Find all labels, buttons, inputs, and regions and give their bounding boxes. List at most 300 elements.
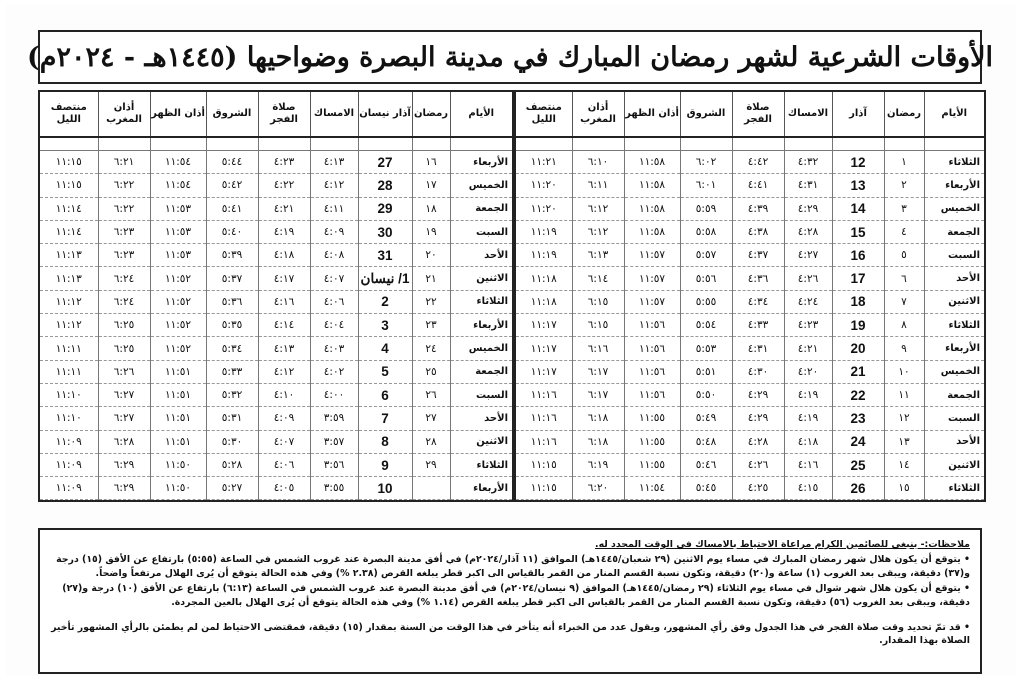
time-cell: ١١:٥٧ <box>624 267 680 290</box>
date-cell: 18 <box>832 290 884 313</box>
time-cell: ٦:٢٤ <box>98 267 150 290</box>
time-cell: ٦:١٨ <box>572 430 624 453</box>
day-cell: الأحد <box>924 430 984 453</box>
time-cell: ٤:١٠ <box>258 383 310 406</box>
time-cell: ١١:١٢ <box>40 290 98 313</box>
day-cell: الثلاثاء <box>450 453 512 476</box>
table-row <box>40 477 512 500</box>
table-row <box>40 290 512 313</box>
date-cell: 25 <box>832 453 884 476</box>
table-row <box>516 477 984 500</box>
date-cell: 31 <box>358 244 412 267</box>
column-header: أذان المغرب <box>572 92 624 137</box>
time-cell: ٤:١٢ <box>258 360 310 383</box>
date-cell: 14 <box>832 197 884 220</box>
time-cell: ٤:٣٦ <box>732 267 784 290</box>
time-cell: ١١:٥٧ <box>624 290 680 313</box>
time-cell: ٣:٥٥ <box>310 477 358 500</box>
notes-section <box>38 528 982 674</box>
time-cell: ٦:١٤ <box>572 267 624 290</box>
table-row <box>516 337 984 360</box>
date-cell: 7 <box>358 407 412 430</box>
time-cell: ١١:٢٠ <box>516 174 572 197</box>
time-cell: ٦:١٠ <box>572 151 624 174</box>
table-row <box>516 290 984 313</box>
time-cell: ٥:٣٠ <box>206 430 258 453</box>
table-row <box>40 174 512 197</box>
day-cell: الجمعة <box>924 383 984 406</box>
time-cell: ٤:١٩ <box>784 383 832 406</box>
time-cell: ٤:٢٤ <box>784 290 832 313</box>
time-cell: ٤:٠٦ <box>310 290 358 313</box>
date-cell: 17 <box>832 267 884 290</box>
note-crescent-ramadan: • يتوقع أن يكون هلال شهر رمضان المبارك في مساء يوم الاثنين (٢٩ شعبان/١٤٤٥هـ) الموافق (١١ آذار/٢٠٢٤م) في أفق مدينة البصرة عند غروب الشمس في الساعة (٥:٥٥) بارتفاع عن الأفق (١٥) درجة و(٣٧) دقيقة، ويبقى بعد الغروب (١) ساعة و(٢٠) دقيقة، وتكون نسبة القسم المنار من القمر بالقياس الى اكبر قطر يبلغه القرص (٢.٣٨ %) وفي هذه الحالة يتوقع أن يُرى الهلال مرتفعاً واضحاً. <box>56 554 970 579</box>
time-cell: ١١:٥٦ <box>624 337 680 360</box>
day-cell: الأربعاء <box>924 174 984 197</box>
time-cell: ٥:٣٥ <box>206 314 258 337</box>
time-cell: ٥ <box>884 244 924 267</box>
time-cell: ١١:١٦ <box>516 383 572 406</box>
time-cell: ٤:٢٥ <box>732 477 784 500</box>
day-cell: الجمعة <box>450 197 512 220</box>
time-cell: ٦:٢٠ <box>572 477 624 500</box>
time-cell: ١١:٥١ <box>150 383 206 406</box>
time-cell: ١١:١٩ <box>516 220 572 243</box>
time-cell: ١١:١٣ <box>40 244 98 267</box>
day-cell: الأحد <box>450 407 512 430</box>
table-row <box>40 197 512 220</box>
time-cell: ١١:١٦ <box>516 430 572 453</box>
time-cell: ٣:٥٧ <box>310 430 358 453</box>
time-cell: ٦:١٢ <box>572 220 624 243</box>
time-cell: ١١:٥٨ <box>624 220 680 243</box>
time-cell: ٦:٢٣ <box>98 244 150 267</box>
day-cell: الخميس <box>450 174 512 197</box>
time-cell: ١٩ <box>412 220 450 243</box>
time-cell: ٦:٢٣ <box>98 220 150 243</box>
spacer-cell <box>784 137 832 151</box>
time-cell: ١٧ <box>412 174 450 197</box>
time-cell: ٤:٠٩ <box>258 407 310 430</box>
time-cell: ٥:٤١ <box>206 197 258 220</box>
time-cell: ١١:٠٩ <box>40 453 98 476</box>
day-cell: الثلاثاء <box>450 290 512 313</box>
date-cell: 2 <box>358 290 412 313</box>
time-cell: ١٢ <box>884 407 924 430</box>
time-cell: ٥:٣٦ <box>206 290 258 313</box>
time-cell: ١١:٥٥ <box>624 453 680 476</box>
table-row <box>516 174 984 197</box>
day-cell: الخميس <box>450 337 512 360</box>
time-cell: ٥:٤٨ <box>680 430 732 453</box>
time-cell: ١١:١٠ <box>40 383 98 406</box>
table-row <box>516 197 984 220</box>
column-header: رمضان <box>412 92 450 137</box>
time-cell: ٢٣ <box>412 314 450 337</box>
time-cell: ٤:٣٠ <box>732 360 784 383</box>
time-cell: ٦:٢٩ <box>98 477 150 500</box>
day-cell: الأربعاء <box>450 314 512 337</box>
column-header: الأيام <box>924 92 984 137</box>
spacer-cell <box>884 137 924 151</box>
time-cell: ٦:٢٥ <box>98 337 150 360</box>
time-cell: ٢ <box>884 174 924 197</box>
spacer-cell <box>412 137 450 151</box>
time-cell: ٥:٥١ <box>680 360 732 383</box>
time-cell: ٦:٢٦ <box>98 360 150 383</box>
spacer-cell <box>150 137 206 151</box>
day-cell: الثلاثاء <box>924 314 984 337</box>
time-cell: ١١:١٢ <box>40 314 98 337</box>
time-cell: ١١:٥٤ <box>624 477 680 500</box>
time-cell: ١١ <box>884 383 924 406</box>
time-cell: ٤:٢٩ <box>732 383 784 406</box>
time-cell: ١١:٥٢ <box>150 314 206 337</box>
time-cell: ٤:١٨ <box>784 430 832 453</box>
day-cell: الاثنين <box>450 267 512 290</box>
spacer-cell <box>832 137 884 151</box>
time-cell: ٤:٣٩ <box>732 197 784 220</box>
table-row <box>40 407 512 430</box>
time-cell: ٦:١٩ <box>572 453 624 476</box>
time-cell: ٥:٢٨ <box>206 453 258 476</box>
date-cell: 23 <box>832 407 884 430</box>
time-cell: ١١:١٥ <box>516 477 572 500</box>
time-cell: ٤:٠٥ <box>258 477 310 500</box>
table-row <box>40 453 512 476</box>
spacer-cell <box>624 137 680 151</box>
time-cell: ١ <box>884 151 924 174</box>
time-cell: ٢٢ <box>412 290 450 313</box>
table-row <box>40 360 512 383</box>
time-cell: ١٤ <box>884 453 924 476</box>
time-cell: ٥:٥٧ <box>680 244 732 267</box>
time-cell: ٦ <box>884 267 924 290</box>
time-cell: ٤ <box>884 220 924 243</box>
day-cell: الأربعاء <box>450 477 512 500</box>
spacer-cell <box>358 137 412 151</box>
time-cell: ٥:٣٣ <box>206 360 258 383</box>
time-cell: ١١:١٥ <box>40 174 98 197</box>
spacer-cell <box>924 137 984 151</box>
time-cell: ٢٥ <box>412 360 450 383</box>
time-cell: ٢٤ <box>412 337 450 360</box>
time-cell: ١٦ <box>412 151 450 174</box>
time-cell: ١١:٥٣ <box>150 244 206 267</box>
column-header: أذان الظهر <box>624 92 680 137</box>
time-cell: ٤:٠٩ <box>310 220 358 243</box>
time-cell: ٦:٢٤ <box>98 290 150 313</box>
time-cell: ١١:٥٦ <box>624 383 680 406</box>
time-cell: ١١:١٧ <box>516 314 572 337</box>
date-cell: 24 <box>832 430 884 453</box>
date-cell: 22 <box>832 383 884 406</box>
time-cell: ٥:٥٠ <box>680 383 732 406</box>
time-cell: ٤:٣٣ <box>732 314 784 337</box>
time-cell: ١١:١٥ <box>40 151 98 174</box>
time-cell: ٤:٣١ <box>784 174 832 197</box>
time-cell: ٦:١٥ <box>572 314 624 337</box>
time-cell: ٣:٥٦ <box>310 453 358 476</box>
time-cell: ٥:٣١ <box>206 407 258 430</box>
time-cell: ١١:٥٢ <box>150 267 206 290</box>
date-cell: 5 <box>358 360 412 383</box>
column-header: آذار <box>832 92 884 137</box>
table-row <box>40 267 512 290</box>
time-cell: ٤:٢٦ <box>784 267 832 290</box>
time-cell: ٤:٢٣ <box>258 151 310 174</box>
time-cell: ٦:١٥ <box>572 290 624 313</box>
time-cell: ٦:١٣ <box>572 244 624 267</box>
time-cell: ٤:٠٢ <box>310 360 358 383</box>
column-header: أذان الظهر <box>150 92 206 137</box>
time-cell: ٣:٥٩ <box>310 407 358 430</box>
time-cell: ١١:١٠ <box>40 407 98 430</box>
time-cell: ٤:٣٤ <box>732 290 784 313</box>
note-crescent-shawwal: • يتوقع أن يكون هلال شهر شوال في مساء يوم الثلاثاء (٢٩ رمضان/١٤٤٥هـ) الموافق (٩ نيسان/٢٠٢٤م) في أفق مدينة البصرة عند غروب الشمس في الساعة (٦:١٣) بارتفاع عن الأفق (١٠) درجة و(٢٧) دقيقة، ويبقى بعد الغروب (٥٦) دقيقة، وتكون نسبة القسم المنار من القمر بالقياس الى اكبر قطر يبلغه القرص (١.١٤ %) وفي هذه الحالة يتوقع أن يُرى الهلال بالعين المجردة. <box>62 583 970 608</box>
table-row <box>40 220 512 243</box>
time-cell: ١١:٥٠ <box>150 453 206 476</box>
date-cell: 8 <box>358 430 412 453</box>
day-cell: الاثنين <box>450 430 512 453</box>
time-cell: ٥:٥٨ <box>680 220 732 243</box>
time-cell: ٥:٢٧ <box>206 477 258 500</box>
column-header: أذان المغرب <box>98 92 150 137</box>
time-cell: ٤:٢٩ <box>732 407 784 430</box>
time-cell: ٦:١٦ <box>572 337 624 360</box>
time-cell: ٤:٣٢ <box>784 151 832 174</box>
time-cell: ٥:٤٥ <box>680 477 732 500</box>
time-cell: ١١:٢٠ <box>516 197 572 220</box>
time-cell: ٥:٤٩ <box>680 407 732 430</box>
time-cell: ١١:١٨ <box>516 290 572 313</box>
day-cell: الأحد <box>450 244 512 267</box>
table-row <box>516 407 984 430</box>
day-cell: الثلاثاء <box>924 151 984 174</box>
day-cell: الاثنين <box>924 290 984 313</box>
time-cell: ٦:٠١ <box>680 174 732 197</box>
time-cell: ١١:٥٣ <box>150 220 206 243</box>
time-cell: ٤:١٩ <box>258 220 310 243</box>
date-cell: 21 <box>832 360 884 383</box>
time-cell: ٤:١٦ <box>784 453 832 476</box>
date-cell: 30 <box>358 220 412 243</box>
time-cell: ١١:٥٧ <box>624 244 680 267</box>
spacer-cell <box>572 137 624 151</box>
date-cell: 28 <box>358 174 412 197</box>
time-cell: ٤:٣٧ <box>732 244 784 267</box>
date-cell: 20 <box>832 337 884 360</box>
time-cell: ٢٧ <box>412 407 450 430</box>
column-header: آذار نيسان <box>358 92 412 137</box>
time-cell: ٦:٢٧ <box>98 407 150 430</box>
time-cell: ٦:١٢ <box>572 197 624 220</box>
date-cell: 15 <box>832 220 884 243</box>
time-cell: ٤:١٨ <box>258 244 310 267</box>
time-cell: ٢٠ <box>412 244 450 267</box>
day-cell: الأربعاء <box>450 151 512 174</box>
time-cell: ٤:١٤ <box>258 314 310 337</box>
time-cell: ٤:٢١ <box>258 197 310 220</box>
time-cell: ٤:١٢ <box>310 174 358 197</box>
date-cell: 27 <box>358 151 412 174</box>
date-cell: 29 <box>358 197 412 220</box>
time-cell: ٤:١٧ <box>258 267 310 290</box>
spacer-cell <box>732 137 784 151</box>
table-row <box>516 151 984 174</box>
time-cell: ١١:١٦ <box>516 407 572 430</box>
time-cell: ٦:٢٥ <box>98 314 150 337</box>
time-cell: ٥:٣٩ <box>206 244 258 267</box>
time-cell: ٤:٠٤ <box>310 314 358 337</box>
time-cell: ١١:٥٨ <box>624 151 680 174</box>
table-row <box>516 453 984 476</box>
right-timetable <box>514 90 986 502</box>
table-row <box>516 220 984 243</box>
table-row <box>516 244 984 267</box>
column-header: الشروق <box>206 92 258 137</box>
time-cell: ١١:٥٨ <box>624 174 680 197</box>
time-cell: ٤:٢٠ <box>784 360 832 383</box>
time-cell: ٦:٢٨ <box>98 430 150 453</box>
day-cell: السبت <box>450 383 512 406</box>
time-cell: ١١:١٤ <box>40 220 98 243</box>
time-cell: ٢٨ <box>412 430 450 453</box>
time-cell: ٤:٢١ <box>784 337 832 360</box>
spacer-cell <box>98 137 150 151</box>
time-cell: ٤:٠٧ <box>258 430 310 453</box>
date-cell: 9 <box>358 453 412 476</box>
time-cell: ٤:٠٨ <box>310 244 358 267</box>
time-cell: ١١:٥٢ <box>150 290 206 313</box>
time-cell: ٢١ <box>412 267 450 290</box>
table-row <box>40 151 512 174</box>
time-cell: ٨ <box>884 314 924 337</box>
time-cell: ٥:٣٤ <box>206 337 258 360</box>
time-cell: ٥:٣٧ <box>206 267 258 290</box>
left-header-row <box>40 92 512 137</box>
time-cell: ٤:١١ <box>310 197 358 220</box>
time-cell: ٤:٢٨ <box>784 220 832 243</box>
time-cell: ١١:١٧ <box>516 360 572 383</box>
time-cell: ١١:١١ <box>40 337 98 360</box>
table-row <box>40 430 512 453</box>
column-header: منتصف الليل <box>40 92 98 137</box>
spacer-cell <box>258 137 310 151</box>
spacer-cell <box>680 137 732 151</box>
time-cell: ١١:٥١ <box>150 360 206 383</box>
date-cell: 26 <box>832 477 884 500</box>
time-cell: ١١:٥٥ <box>624 407 680 430</box>
time-cell: ٥:٥٩ <box>680 197 732 220</box>
spacer-row <box>40 137 512 151</box>
spacer-cell <box>206 137 258 151</box>
time-cell: ١١:١٣ <box>40 267 98 290</box>
time-cell: ٤:٢٩ <box>784 197 832 220</box>
time-cell: ٤:٢٢ <box>258 174 310 197</box>
time-cell: ١١:٥١ <box>150 430 206 453</box>
time-cell: ٦:١٨ <box>572 407 624 430</box>
day-cell: الاثنين <box>924 453 984 476</box>
time-cell: ٧ <box>884 290 924 313</box>
time-cell: ٥:٥٦ <box>680 267 732 290</box>
time-cell: ٤:١٥ <box>784 477 832 500</box>
table-row <box>40 314 512 337</box>
table-row <box>516 360 984 383</box>
date-cell: 6 <box>358 383 412 406</box>
time-cell: ١١:١٧ <box>516 337 572 360</box>
spacer-row <box>516 137 984 151</box>
time-cell: ١١:١٤ <box>40 197 98 220</box>
time-cell: ١١:٥٣ <box>150 197 206 220</box>
time-cell: ٥:٤٠ <box>206 220 258 243</box>
date-cell: 19 <box>832 314 884 337</box>
day-cell: الثلاثاء <box>924 477 984 500</box>
time-cell: ١١:٥٨ <box>624 197 680 220</box>
column-header: منتصف الليل <box>516 92 572 137</box>
table-row <box>40 337 512 360</box>
document-page <box>6 4 1016 676</box>
time-cell: ١١:٠٩ <box>40 430 98 453</box>
time-cell: ٤:٤٢ <box>732 151 784 174</box>
time-cell: ٦:٢٢ <box>98 197 150 220</box>
time-cell: ٦:٠٢ <box>680 151 732 174</box>
table-row <box>40 244 512 267</box>
time-cell: ١١:٥٠ <box>150 477 206 500</box>
time-cell: ٤:٢٦ <box>732 453 784 476</box>
time-cell: ٢٩ <box>412 453 450 476</box>
time-cell: ٤:٠٧ <box>310 267 358 290</box>
date-cell: 13 <box>832 174 884 197</box>
time-cell: ٢٦ <box>412 383 450 406</box>
time-cell: ١١:٥٦ <box>624 314 680 337</box>
date-cell: 1/ نيسان <box>358 267 412 290</box>
date-cell: 16 <box>832 244 884 267</box>
time-cell: ٥:٤٦ <box>680 453 732 476</box>
time-cell: ١٠ <box>884 360 924 383</box>
time-cell: ٦:١٧ <box>572 383 624 406</box>
time-cell <box>412 477 450 500</box>
time-cell: ٤:٢٣ <box>784 314 832 337</box>
column-header: صلاة الفجر <box>258 92 310 137</box>
date-cell: 12 <box>832 151 884 174</box>
table-row <box>516 430 984 453</box>
column-header: رمضان <box>884 92 924 137</box>
time-cell: ١١:٢١ <box>516 151 572 174</box>
time-cell: ٤:٢٨ <box>732 430 784 453</box>
table-row <box>40 383 512 406</box>
time-cell: ٦:٢٢ <box>98 174 150 197</box>
time-cell: ٦:٢١ <box>98 151 150 174</box>
day-cell: الأحد <box>924 267 984 290</box>
day-cell: الجمعة <box>924 220 984 243</box>
time-cell: ٤:١٦ <box>258 290 310 313</box>
time-cell: ٦:١٧ <box>572 360 624 383</box>
date-cell: 4 <box>358 337 412 360</box>
time-cell: ١١:٠٩ <box>40 477 98 500</box>
time-cell: ١٣ <box>884 430 924 453</box>
time-cell: ١١:١٥ <box>516 453 572 476</box>
time-cell: ٤:١٣ <box>258 337 310 360</box>
spacer-cell <box>310 137 358 151</box>
title-box <box>26 30 994 84</box>
time-cell: ٤:٠٦ <box>258 453 310 476</box>
time-cell: ١١:٥٥ <box>624 430 680 453</box>
notes-header: ملاحظات:- ينبغي للصائمين الكرام مراعاة الاحتياط بالامساك في الوقت المحدد له. <box>595 539 970 550</box>
time-cell: ٥:٤٢ <box>206 174 258 197</box>
time-cell: ٣ <box>884 197 924 220</box>
time-cell: ١١:١٩ <box>516 244 572 267</box>
